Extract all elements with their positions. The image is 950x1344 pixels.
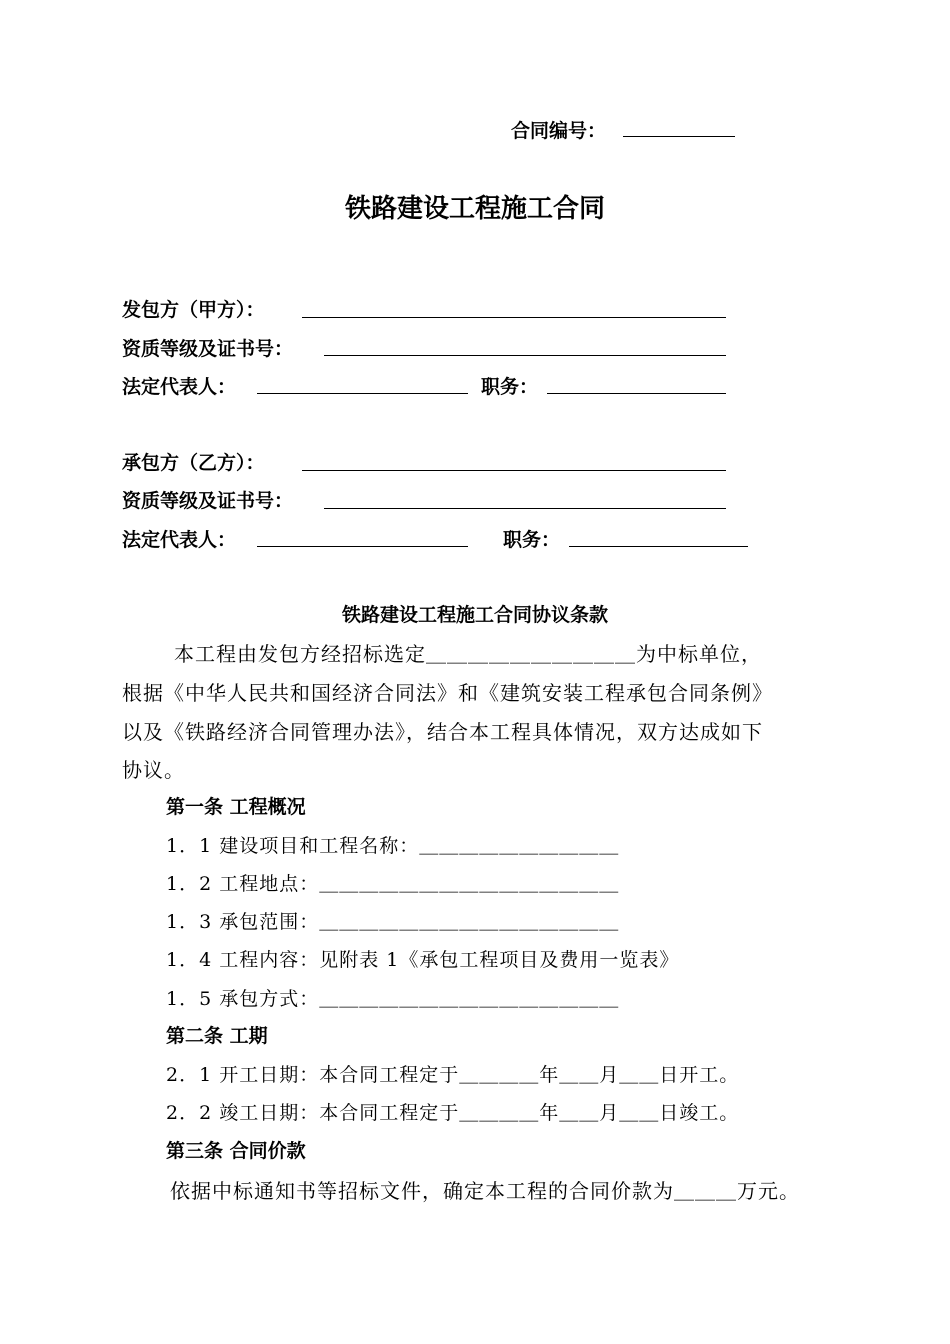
contract-number-blank[interactable]	[623, 136, 735, 137]
intro-line-2: 根据《中华人民共和国经济合同法》和《建筑安装工程承包合同条例》	[122, 681, 773, 705]
intro-line-3: 以及《铁路经济合同管理办法》，结合本工程具体情况，双方达成如下	[122, 720, 763, 744]
article-1-heading: 第一条 工程概况	[166, 796, 306, 818]
article-1-item-2: 1．2 工程地点：＿＿＿＿＿＿＿＿＿＿＿＿＿＿＿	[166, 873, 620, 895]
article-3-text: 依据中标通知书等招标文件，确定本工程的合同价款为＿＿＿万元。	[170, 1179, 800, 1203]
party-a-qualification-blank[interactable]	[324, 355, 726, 356]
party-a-representative-label: 法定代表人：	[122, 376, 237, 398]
intro-line-1: 本工程由发包方经招标选定＿＿＿＿＿＿＿＿＿＿为中标单位，	[174, 642, 762, 666]
party-b-representative-label: 法定代表人：	[122, 529, 237, 551]
article-2-item-1: 2．1 开工日期：本合同工程定于＿＿＿＿年＿＿月＿＿日开工。	[166, 1064, 740, 1086]
party-a-name-label: 发包方（甲方）：	[122, 299, 265, 321]
article-2-item-2: 2．2 竣工日期：本合同工程定于＿＿＿＿年＿＿月＿＿日竣工。	[166, 1102, 740, 1124]
party-a-qualification-label: 资质等级及证书号：	[122, 338, 294, 360]
party-b-name-blank[interactable]	[302, 470, 726, 471]
contract-number-label: 合同编号：	[511, 120, 607, 142]
party-a-name-blank[interactable]	[302, 317, 726, 318]
party-b-qualification-label: 资质等级及证书号：	[122, 490, 294, 512]
party-a-position-blank[interactable]	[547, 393, 726, 394]
agreement-title: 铁路建设工程施工合同协议条款	[341, 604, 608, 626]
article-2-heading: 第二条 工期	[166, 1025, 268, 1047]
article-3-heading: 第三条 合同价款	[166, 1140, 306, 1162]
article-1-item-5: 1．5 承包方式：＿＿＿＿＿＿＿＿＿＿＿＿＿＿＿	[166, 988, 620, 1010]
party-b-name-label: 承包方（乙方）：	[122, 452, 265, 474]
article-1-item-3: 1．3 承包范围：＿＿＿＿＿＿＿＿＿＿＿＿＿＿＿	[166, 911, 620, 933]
article-1-item-1: 1．1 建设项目和工程名称：＿＿＿＿＿＿＿＿＿＿	[166, 835, 620, 857]
party-b-qualification-blank[interactable]	[324, 508, 726, 509]
party-a-representative-blank[interactable]	[257, 393, 468, 394]
party-a-position-label: 职务：	[481, 376, 539, 398]
party-b-position-blank[interactable]	[569, 546, 748, 547]
article-1-item-4: 1．4 工程内容：见附表 1《承包工程项目及费用一览表》	[166, 949, 680, 971]
intro-line-4: 协议。	[122, 758, 185, 782]
document-title: 铁路建设工程施工合同	[344, 194, 605, 224]
party-b-position-label: 职务：	[503, 529, 561, 551]
party-b-representative-blank[interactable]	[257, 546, 468, 547]
